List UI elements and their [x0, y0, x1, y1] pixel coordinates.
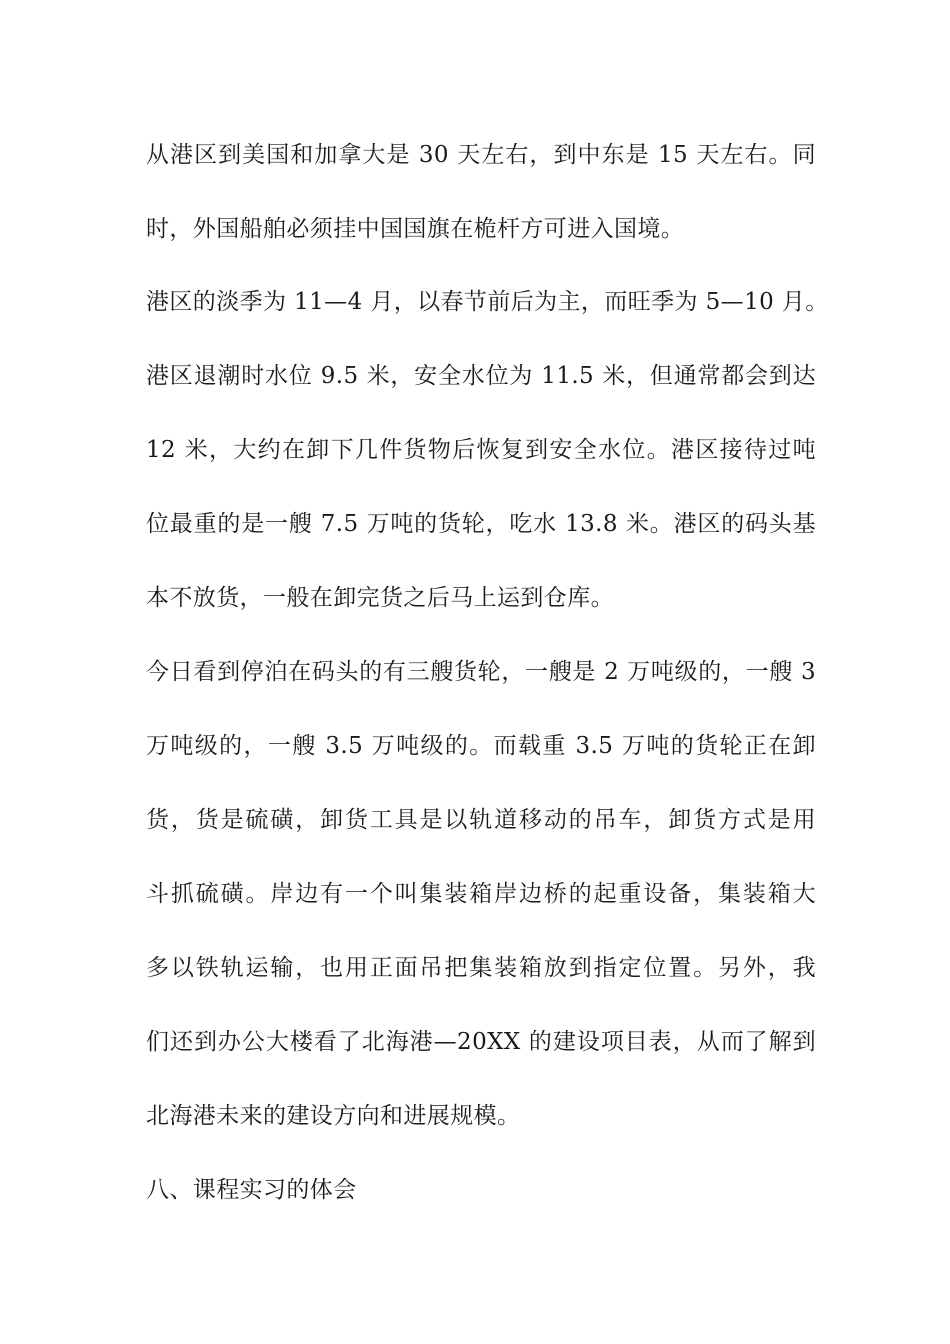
section-heading: 八、课程实习的体会	[146, 1177, 357, 1203]
text-line: 位最重的是一艘 7.5 万吨的货轮，吃水 13.8 米。港区的码头基	[146, 511, 816, 537]
text-line: 斗抓硫磺。岸边有一个叫集装箱岸边桥的起重设备，集装箱大	[146, 881, 816, 907]
text-line: 万吨级的，一艘 3.5 万吨级的。而载重 3.5 万吨的货轮正在卸	[146, 733, 816, 759]
text-line: 今日看到停泊在码头的有三艘货轮，一艘是 2 万吨级的，一艘 3	[146, 659, 816, 685]
text-line: 们还到办公大楼看了北海港—20XX 的建设项目表，从而了解到	[146, 1029, 816, 1055]
text-line: 12 米，大约在卸下几件货物后恢复到安全水位。港区接待过吨	[146, 437, 816, 463]
text-line: 从港区到美国和加拿大是 30 天左右，到中东是 15 天左右。同	[146, 142, 816, 168]
text-line: 港区退潮时水位 9.5 米，安全水位为 11.5 米，但通常都会到达	[146, 363, 816, 389]
text-line: 货，货是硫磺，卸货工具是以轨道移动的吊车，卸货方式是用	[146, 807, 816, 833]
text-line: 多以铁轨运输，也用正面吊把集装箱放到指定位置。另外，我	[146, 955, 816, 981]
text-line: 北海港未来的建设方向和进展规模。	[146, 1103, 521, 1129]
text-line: 港区的淡季为 11—4 月，以春节前后为主，而旺季为 5—10 月。	[146, 289, 829, 315]
text-line: 时，外国船舶必须挂中国国旗在桅杆方可进入国境。	[146, 216, 685, 242]
text-line: 本不放货，一般在卸完货之后马上运到仓库。	[146, 585, 614, 611]
